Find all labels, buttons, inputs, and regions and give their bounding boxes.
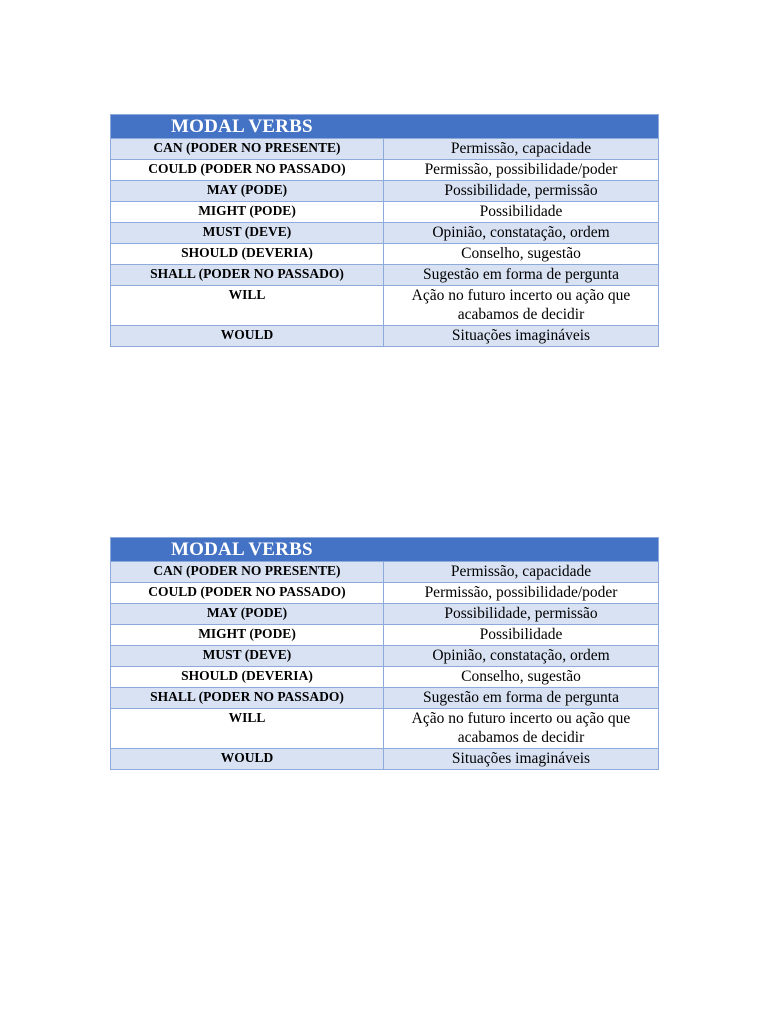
verb-cell: CAN (PODER NO PRESENTE) xyxy=(111,139,384,160)
verb-cell: MAY (PODE) xyxy=(111,181,384,202)
modal-verbs-table-2 xyxy=(110,537,659,770)
meaning-cell: Permissão, capacidade xyxy=(384,562,659,583)
meaning-cell: Opinião, constatação, ordem xyxy=(384,646,659,667)
verb-cell: SHALL (PODER NO PASSADO) xyxy=(111,688,384,709)
verb-cell: COULD (PODER NO PASSADO) xyxy=(111,160,384,181)
table-row xyxy=(111,160,659,181)
meaning-cell: Possibilidade xyxy=(384,625,659,646)
table-row xyxy=(111,749,659,770)
table-row xyxy=(111,265,659,286)
meaning-cell: Possibilidade xyxy=(384,202,659,223)
table-title: MODAL VERBS xyxy=(111,115,659,139)
table-row xyxy=(111,562,659,583)
table-row xyxy=(111,286,659,326)
table-header-row xyxy=(111,115,659,139)
meaning-cell: Ação no futuro incerto ou ação que acabamos de decidir xyxy=(384,709,659,749)
meaning-cell: Permissão, capacidade xyxy=(384,139,659,160)
meaning-cell: Sugestão em forma de pergunta xyxy=(384,265,659,286)
verb-cell: MIGHT (PODE) xyxy=(111,625,384,646)
meaning-cell: Situações imagináveis xyxy=(384,326,659,347)
verb-cell: WOULD xyxy=(111,749,384,770)
verb-cell: SHALL (PODER NO PASSADO) xyxy=(111,265,384,286)
table-row xyxy=(111,709,659,749)
meaning-cell: Situações imagináveis xyxy=(384,749,659,770)
table-row xyxy=(111,181,659,202)
verb-cell: WILL xyxy=(111,709,384,749)
meaning-cell: Conselho, sugestão xyxy=(384,667,659,688)
table-row xyxy=(111,326,659,347)
meaning-cell: Permissão, possibilidade/poder xyxy=(384,160,659,181)
verb-cell: WILL xyxy=(111,286,384,326)
meaning-cell: Conselho, sugestão xyxy=(384,244,659,265)
verb-cell: WOULD xyxy=(111,326,384,347)
table-row xyxy=(111,583,659,604)
table-row xyxy=(111,604,659,625)
meaning-cell: Sugestão em forma de pergunta xyxy=(384,688,659,709)
table-row xyxy=(111,223,659,244)
verb-cell: MUST (DEVE) xyxy=(111,646,384,667)
meaning-cell: Ação no futuro incerto ou ação que acabamos de decidir xyxy=(384,286,659,326)
verb-cell: SHOULD (DEVERIA) xyxy=(111,667,384,688)
table-row xyxy=(111,244,659,265)
verb-cell: MIGHT (PODE) xyxy=(111,202,384,223)
meaning-cell: Possibilidade, permissão xyxy=(384,604,659,625)
verb-cell: CAN (PODER NO PRESENTE) xyxy=(111,562,384,583)
verb-cell: SHOULD (DEVERIA) xyxy=(111,244,384,265)
verb-cell: MUST (DEVE) xyxy=(111,223,384,244)
meaning-cell: Possibilidade, permissão xyxy=(384,181,659,202)
table-row xyxy=(111,688,659,709)
verb-cell: COULD (PODER NO PASSADO) xyxy=(111,583,384,604)
table-row xyxy=(111,139,659,160)
meaning-cell: Permissão, possibilidade/poder xyxy=(384,583,659,604)
verb-cell: MAY (PODE) xyxy=(111,604,384,625)
meaning-cell: Opinião, constatação, ordem xyxy=(384,223,659,244)
table-row xyxy=(111,202,659,223)
table-title: MODAL VERBS xyxy=(111,538,659,562)
table-row xyxy=(111,667,659,688)
table-row xyxy=(111,646,659,667)
modal-verbs-table-1 xyxy=(110,114,659,347)
table-row xyxy=(111,625,659,646)
table-header-row xyxy=(111,538,659,562)
